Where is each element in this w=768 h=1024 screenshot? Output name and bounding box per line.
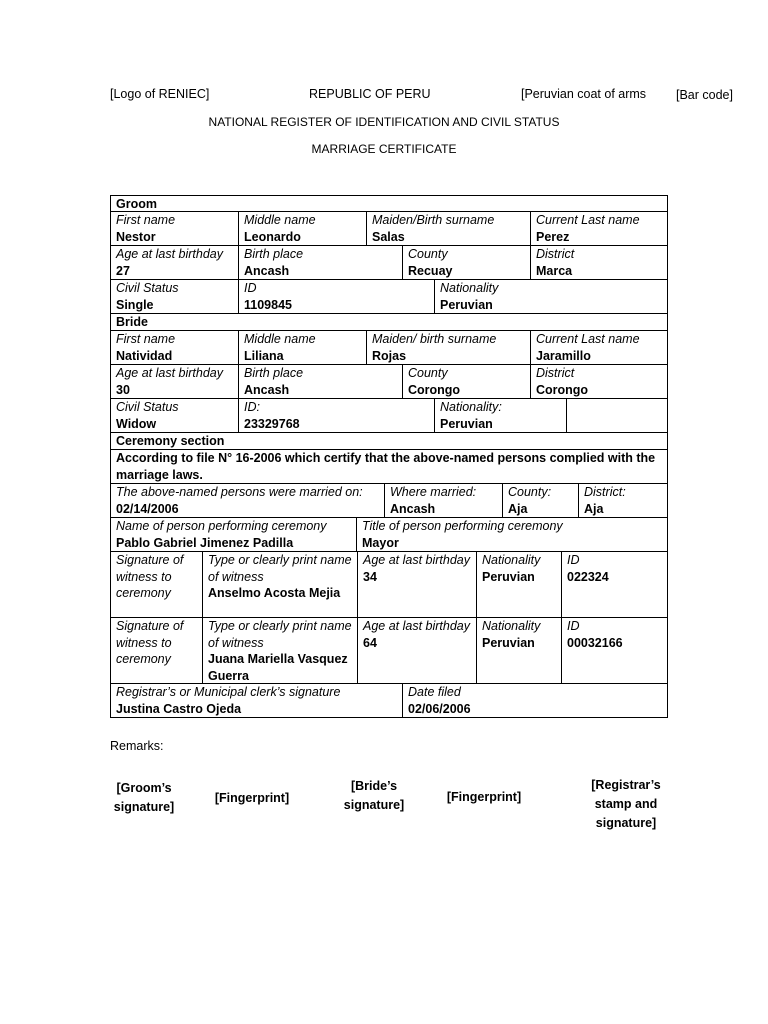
registrar-stamp-placeholder: [Registrar’s stamp and signature] [591, 778, 661, 830]
witness-name-value: Anselmo Acosta Mejia [208, 586, 341, 600]
witness-nationality-value: Peruvian [482, 569, 535, 584]
groom-signature-placeholder: [Groom’s signature] [113, 781, 175, 814]
witness-nationality-cell [477, 552, 562, 617]
groom-first-name-label: First name [116, 213, 176, 227]
groom-fingerprint-placeholder: [Fingerprint] [214, 791, 290, 805]
witness-id-value: 00032166 [567, 635, 623, 650]
groom-birth-row [110, 246, 668, 280]
witness-signature-label: Signature of witness to ceremony [116, 619, 184, 666]
remarks-label: Remarks: [110, 739, 164, 753]
bride-nationality-cell [435, 399, 567, 432]
document-title: MARRIAGE CERTIFICATE [311, 142, 457, 156]
bride-nationality-value: Peruvian [440, 416, 493, 431]
bride-birth-row [110, 365, 668, 399]
performer-row [110, 518, 668, 552]
groom-middle-name-cell [239, 212, 367, 245]
coat-of-arms-placeholder: [Peruvian coat of arms [521, 87, 647, 101]
date-filed-cell [403, 684, 667, 717]
witness-name-label: Type or clearly print name of witness [208, 553, 352, 584]
groom-section-header [110, 195, 668, 212]
groom-district-label: District [536, 247, 575, 261]
witness-id-cell [562, 618, 667, 683]
groom-district-cell [531, 246, 667, 279]
witness-nationality-label: Nationality [482, 619, 541, 633]
performer-title-label: Title of person performing ceremony [362, 519, 563, 533]
bride-district-cell [531, 365, 667, 398]
bride-civil-status-label: Civil Status [116, 400, 179, 414]
bride-id-value: 23329768 [244, 416, 300, 431]
groom-id-value: 1109845 [244, 297, 292, 312]
ceremony-district-label: District: [584, 485, 626, 499]
ceremony-district-cell [579, 484, 667, 517]
groom-nationality-value: Peruvian [440, 297, 493, 312]
bride-maiden-value: Rojas [372, 348, 407, 363]
registrar-row [110, 684, 668, 718]
bride-id-label: ID: [244, 400, 260, 414]
ceremony-district-value: Aja [584, 501, 604, 516]
bride-age-cell [111, 365, 239, 398]
witness-age-label: Age at last birthday [363, 553, 471, 567]
logo-placeholder: [Logo of RENIEC] [110, 87, 210, 101]
witness-id-value: 022324 [567, 569, 609, 584]
where-married-value: Ancash [390, 501, 436, 516]
groom-middle-name-label: Middle name [244, 213, 316, 227]
groom-last-name-label: Current Last name [536, 213, 640, 227]
witness-age-cell [358, 552, 477, 617]
registrar-signature-cell [111, 684, 403, 717]
witness-row [110, 552, 668, 618]
bride-names-row [110, 331, 668, 365]
ceremony-county-cell [503, 484, 579, 517]
bride-middle-name-value: Liliana [244, 348, 284, 363]
witness-age-label: Age at last birthday [363, 619, 471, 633]
bride-section-title: Bride [116, 315, 148, 329]
bride-civil-status-value: Widow [116, 416, 157, 431]
bride-district-value: Corongo [536, 382, 589, 397]
bride-last-name-label: Current Last name [536, 332, 640, 346]
groom-age-value: 27 [116, 263, 130, 278]
groom-id-label: ID [244, 281, 257, 295]
bride-first-name-value: Natividad [116, 348, 173, 363]
performer-title-cell [357, 518, 667, 551]
witness-name-label: Type or clearly print name of witness [208, 619, 352, 650]
registrar-signature-label: Registrar’s or Municipal clerk’s signature [116, 685, 341, 699]
groom-names-row [110, 212, 668, 246]
witness-signature-label: Signature of witness to ceremony [116, 553, 184, 600]
witness-nationality-label: Nationality [482, 553, 541, 567]
groom-section-title: Groom [116, 197, 157, 211]
performer-name-value: Pablo Gabriel Jimenez Padilla [116, 535, 294, 550]
groom-last-name-cell [531, 212, 667, 245]
witness-age-value: 64 [363, 635, 377, 650]
ceremony-statement-row [110, 450, 668, 484]
groom-county-cell [403, 246, 531, 279]
witness-name-cell [203, 618, 358, 683]
bride-section-header [110, 314, 668, 331]
groom-maiden-cell [367, 212, 531, 245]
bride-maiden-cell [367, 331, 531, 364]
groom-county-label: County [408, 247, 448, 261]
witness-id-label: ID [567, 553, 580, 567]
groom-civil-status-value: Single [116, 297, 154, 312]
married-on-label: The above-named persons were married on: [116, 485, 363, 499]
registry-title: NATIONAL REGISTER OF IDENTIFICATION AND CIVIL STATUS [208, 115, 560, 129]
bride-empty-cell [567, 399, 667, 432]
groom-county-value: Recuay [408, 263, 453, 278]
ceremony-section-title: Ceremony section [116, 434, 225, 448]
groom-civil-status-cell [111, 280, 239, 313]
groom-age-label: Age at last birthday [116, 247, 224, 261]
date-filed-value: 02/06/2006 [408, 701, 471, 716]
performer-name-label: Name of person performing ceremony [116, 519, 327, 533]
groom-age-cell [111, 246, 239, 279]
ceremony-section-header [110, 433, 668, 450]
groom-maiden-value: Salas [372, 229, 405, 244]
groom-first-name-value: Nestor [116, 229, 156, 244]
where-married-cell [385, 484, 503, 517]
bride-last-name-value: Jaramillo [536, 348, 591, 363]
bride-middle-name-cell [239, 331, 367, 364]
groom-birth-place-value: Ancash [244, 263, 290, 278]
groom-id-cell [239, 280, 435, 313]
witness-id-label: ID [567, 619, 580, 633]
witness-signature-cell [111, 618, 203, 683]
bride-signature-placeholder: [Bride’s signature] [343, 779, 405, 812]
ceremony-date-row [110, 484, 668, 518]
bride-nationality-label: Nationality: [440, 400, 502, 414]
certificate-form [110, 195, 668, 718]
bride-first-name-label: First name [116, 332, 176, 346]
bride-civil-status-cell [111, 399, 239, 432]
witness-id-cell [562, 552, 667, 617]
groom-civil-status-label: Civil Status [116, 281, 179, 295]
groom-last-name-value: Perez [536, 229, 570, 244]
bride-county-label: County [408, 366, 448, 380]
groom-district-value: Marca [536, 263, 573, 278]
performer-name-cell [111, 518, 357, 551]
where-married-label: Where married: [390, 485, 477, 499]
groom-nationality-label: Nationality [440, 281, 499, 295]
groom-birth-place-cell [239, 246, 403, 279]
groom-middle-name-value: Leonardo [244, 229, 301, 244]
bride-birth-place-cell [239, 365, 403, 398]
ceremony-county-label: County: [508, 485, 552, 499]
bride-first-name-cell [111, 331, 239, 364]
witness-name-cell [203, 552, 358, 617]
bride-id-cell [239, 399, 435, 432]
bride-last-name-cell [531, 331, 667, 364]
bride-birth-place-value: Ancash [244, 382, 290, 397]
witness-nationality-value: Peruvian [482, 635, 535, 650]
married-on-cell [111, 484, 385, 517]
registrar-name-value: Justina Castro Ojeda [116, 701, 242, 716]
bride-birth-place-label: Birth place [244, 366, 304, 380]
bride-status-row [110, 399, 668, 433]
witness-signature-cell [111, 552, 203, 617]
bride-county-value: Corongo [408, 382, 461, 397]
witness-row [110, 618, 668, 684]
bride-age-label: Age at last birthday [116, 366, 224, 380]
groom-birth-place-label: Birth place [244, 247, 304, 261]
groom-first-name-cell [111, 212, 239, 245]
witness-nationality-cell [477, 618, 562, 683]
witness-name-value: Juana Mariella Vasquez Guerra [208, 652, 348, 683]
married-on-value: 02/14/2006 [116, 501, 179, 516]
ceremony-statement: According to file N° 16-2006 which certify that the above-named persons complied with the marriage laws. [116, 451, 656, 482]
bride-fingerprint-placeholder: [Fingerprint] [446, 790, 522, 804]
groom-nationality-cell [435, 280, 667, 313]
bride-district-label: District [536, 366, 575, 380]
date-filed-label: Date filed [408, 685, 461, 699]
bar-code-placeholder: [Bar code] [676, 88, 733, 102]
bride-middle-name-label: Middle name [244, 332, 316, 346]
bride-age-value: 30 [116, 382, 130, 397]
witness-age-value: 34 [363, 569, 377, 584]
groom-status-row [110, 280, 668, 314]
bride-maiden-label: Maiden/ birth surname [372, 332, 497, 346]
ceremony-county-value: Aja [508, 501, 528, 516]
groom-maiden-label: Maiden/Birth surname [372, 213, 495, 227]
country-title: REPUBLIC OF PERU [309, 87, 431, 101]
performer-title-value: Mayor [362, 535, 399, 550]
witness-age-cell [358, 618, 477, 683]
bride-county-cell [403, 365, 531, 398]
